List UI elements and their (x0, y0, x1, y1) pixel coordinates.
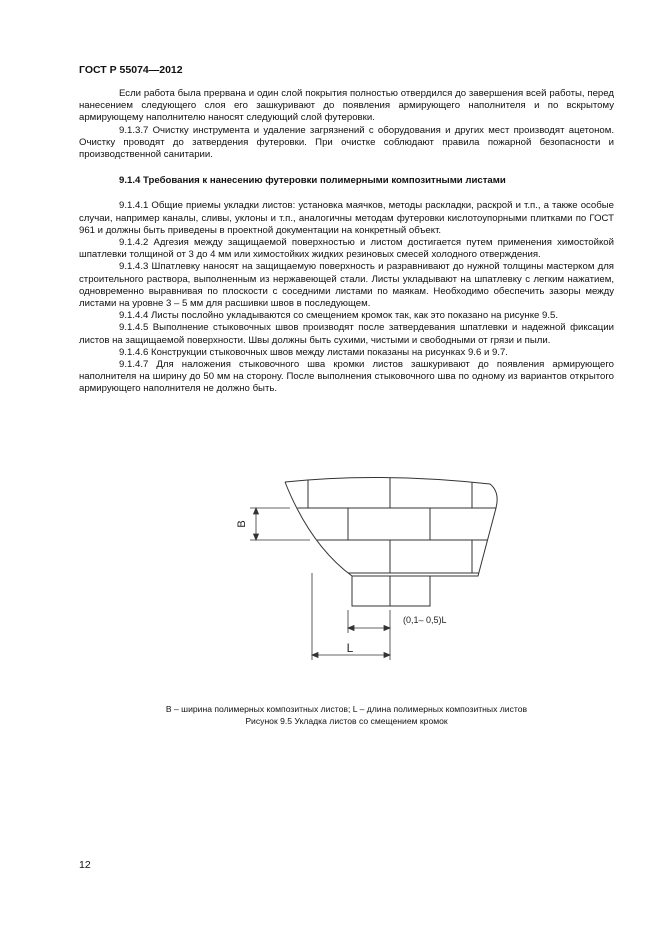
figure-caption (79, 703, 614, 727)
dimension-label-l: L (346, 641, 354, 655)
layout-outline (285, 477, 497, 606)
section-title: 9.1.4 Требования к нанесению футеровки полимерными композитными листами (119, 175, 506, 187)
figure-legend: B – ширина полимерных композитных листов; L – длина полимерных композитных листов (165, 704, 528, 714)
layout-outline-left (285, 482, 352, 576)
paragraph: 9.1.4.4 Листы послойно укладываются со смещением кромок так, как это показано на рисунке 9.5. (119, 310, 559, 322)
dimensions (250, 508, 390, 660)
dimension-label-offset: (0,1– 0,5)L (403, 615, 447, 625)
sheet-layout-diagram (220, 470, 520, 670)
dimension-label-b: B (236, 520, 248, 528)
paragraph: 9.1.4.3 Шпатлевку наносят на защищаемую поверхность и разравнивают до нужной толщины мастерком для строительного раствора, выполненным из нержавеющей стали. Листы укладывают на шпатлевку с легким нажатием, одновременно выравнивая по плоскости с соседними листами по маякам. Необходимо обеспечить зазоры между листами на уровне 3 – 5 мм для расшивки швов в последующем. (79, 261, 614, 310)
paragraph: 9.1.4.1 Общие приемы укладки листов: установка маячков, методы раскладки, раскрой и т.п., а также особые случаи, например каналы, сливы, уклоны и т.п., аналогичны методам футеровки кислотоупорными плитками по ГОСТ 961 и должны быть приведены в проектной документации на конкретный объект. (79, 200, 614, 236)
page-number: 12 (79, 859, 91, 871)
document-header: ГОСТ Р 55074—2012 (79, 64, 183, 76)
paragraph: 9.1.4.6 Конструкции стыковочных швов между листами показаны на рисунках 9.6 и 9.7. (119, 346, 508, 358)
sheet-joints (260, 470, 510, 573)
paragraph: 9.1.4.5 Выполнение стыковочных швов производят после затвердевания шпатлевки и надежной фиксации листов на защищаемой поверхности. Швы должны быть сухими, чистыми и свободными от грязи и пыли. (79, 322, 614, 346)
figure-sheet-layout (220, 470, 520, 675)
paragraph: 9.1.4.2 Адгезия между защищаемой поверхностью и листом достигается путем применения химостойкой шпатлевки толщиной от 3 до 4 мм или химостойких жидких резиновых смесей холодного отверждения. (79, 237, 614, 261)
sheet-grid (260, 470, 510, 606)
paragraph: 9.1.4.7 Для наложения стыковочного шва кромки листов зашкуривают до появления армирующего наполнителя на ширину до 50 мм на сторону. После выполнения стыковочного шва по одному из вариантов открытого армирующего наполнителя не должно быть. (79, 359, 614, 395)
body-text (79, 88, 614, 396)
paragraph: 9.1.3.7 Очистку инструмента и удаление загрязнений с оборудования и других мест производят ацетоном. Очистку проводят до затвердения футеровки. При очистке соблюдают правила пожарной безопасности и производственной санитарии. (79, 124, 614, 161)
figure-title: Рисунок 9.5 Укладка листов со смещением кромок (245, 716, 448, 726)
paragraph: Если работа была прервана и один слой покрытия полностью отвердился до завершения всей работы, перед нанесением следующего слоя его зашкуривают до появления армирующего наполнителя и по вскрытому армирующему наполнителю наносят следующий слой футеровки. (79, 88, 614, 124)
